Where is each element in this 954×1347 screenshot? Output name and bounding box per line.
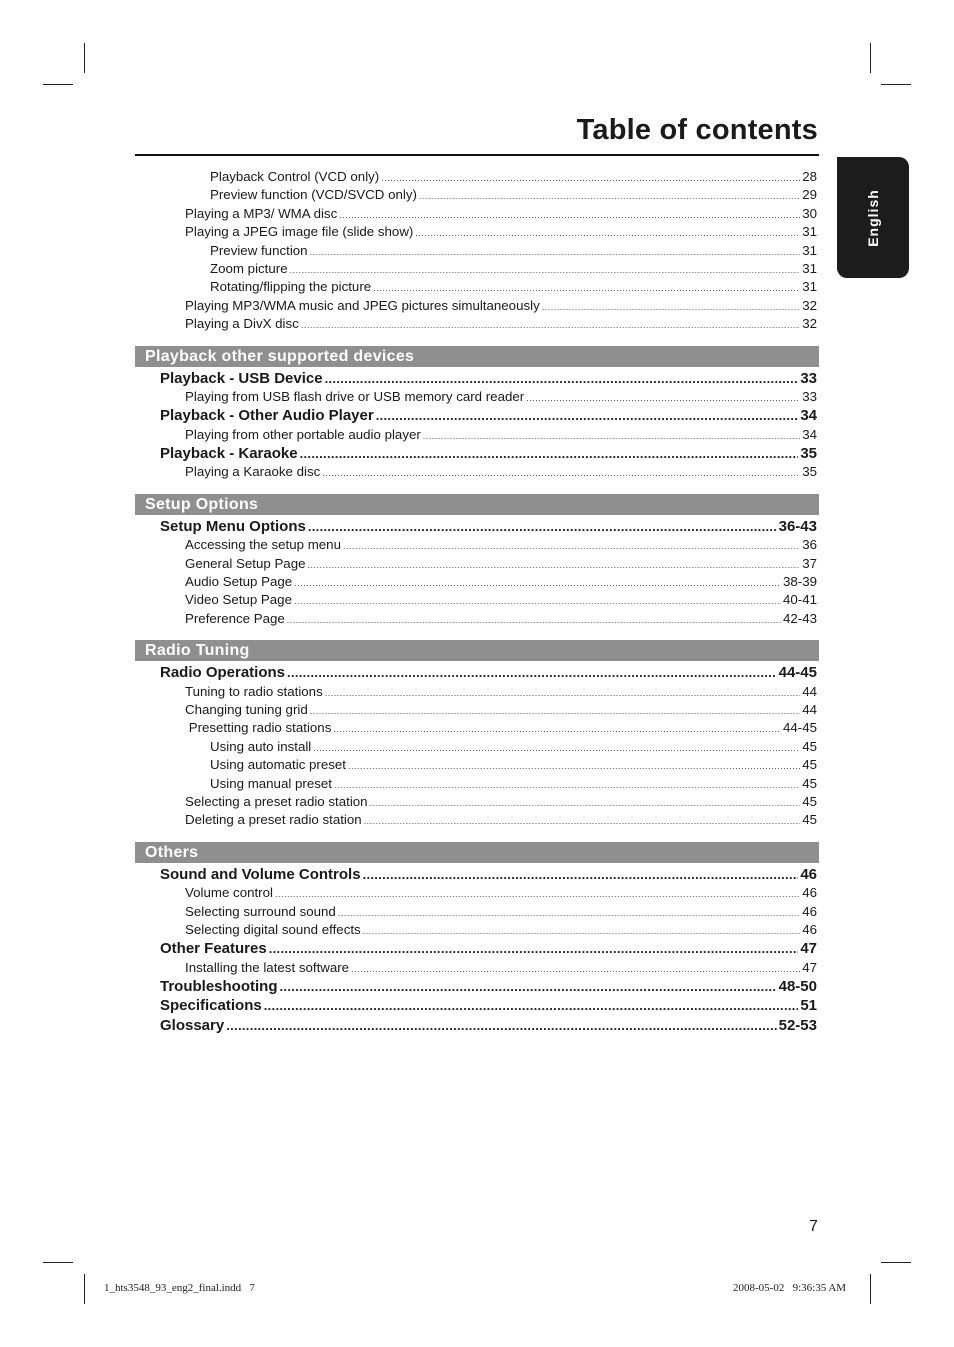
dot-leader [294, 578, 781, 588]
toc-entry-label: Troubleshooting [160, 978, 278, 996]
toc-entry-page: 44 [802, 683, 817, 699]
toc-entry-label: Changing tuning grid [185, 701, 308, 717]
toc-entry-page: 46 [802, 903, 817, 919]
crop-mark [870, 1274, 871, 1304]
dot-leader [287, 665, 777, 680]
toc-entry[interactable] [135, 812, 819, 830]
toc-entry[interactable] [135, 279, 819, 297]
dot-leader [351, 964, 800, 974]
toc-entry-page: 46 [802, 885, 817, 901]
dot-leader [226, 1018, 776, 1033]
dot-leader [373, 283, 800, 293]
toc-entry-label: General Setup Page [185, 555, 306, 571]
toc-entry-page: 40-41 [782, 592, 817, 608]
crop-mark [881, 84, 911, 85]
dot-leader [322, 468, 800, 478]
language-tab-label: English [865, 188, 881, 247]
toc-entry-page: 31 [802, 224, 817, 240]
crop-mark [84, 1274, 85, 1304]
toc-entry[interactable] [135, 169, 819, 187]
dot-leader [313, 743, 800, 753]
toc-entry[interactable] [135, 922, 819, 940]
toc-entry-label: Presetting radio stations [185, 720, 332, 736]
toc-entry-page: 34 [800, 407, 817, 425]
toc-entry-page: 45 [802, 812, 817, 828]
toc-entry-page: 47 [802, 959, 817, 975]
toc-entry-label: Volume control [185, 885, 273, 901]
dot-leader [290, 265, 801, 275]
toc-entry-label: Selecting digital sound effects [185, 921, 361, 937]
toc-entry-page: 44-45 [778, 664, 817, 682]
dot-leader [542, 302, 800, 312]
toc-entry-page: 37 [802, 555, 817, 571]
dot-leader [333, 724, 781, 734]
toc-entry-label: Preview function [210, 242, 308, 258]
toc-entry[interactable] [135, 206, 819, 224]
dot-leader [334, 780, 800, 790]
toc-entry-page: 45 [802, 738, 817, 754]
toc-entry-label: Tuning to radio stations [185, 683, 323, 699]
toc-entry[interactable] [135, 389, 819, 407]
toc-heading-entry[interactable] [135, 518, 819, 537]
toc-entry[interactable] [135, 316, 819, 334]
dot-leader [308, 560, 801, 570]
toc-entry-label: Selecting a preset radio station [185, 793, 368, 809]
toc-entry[interactable] [135, 684, 819, 702]
dot-leader [348, 761, 800, 771]
toc-entry[interactable] [135, 592, 819, 610]
toc-heading-entry[interactable] [135, 370, 819, 389]
toc-entry-page: 33 [802, 388, 817, 404]
toc-entry-page: 51 [800, 997, 817, 1015]
dot-leader [363, 926, 801, 936]
dot-leader [308, 519, 777, 534]
toc-heading-entry[interactable] [135, 407, 819, 426]
footer-timestamp: 2008-05-02 9:36:35 AM [733, 1282, 847, 1294]
toc-entry[interactable] [135, 776, 819, 794]
language-tab [837, 157, 909, 278]
dot-leader [325, 371, 799, 386]
toc-entry-page: 42-43 [782, 610, 817, 626]
toc-entry-page: 35 [802, 464, 817, 480]
dot-leader [301, 320, 800, 330]
toc-entry-label: Setup Menu Options [160, 517, 306, 535]
crop-mark [43, 84, 73, 85]
toc-entry-label: Playback - Other Audio Player [160, 407, 374, 425]
toc-entry-label: Playing a MP3/ WMA disc [185, 205, 338, 221]
toc-entry-label: Preview function (VCD/SVCD only) [210, 187, 417, 203]
toc-entry[interactable] [135, 960, 819, 978]
toc-entry-page: 32 [802, 316, 817, 332]
toc-entry-page: 45 [802, 757, 817, 773]
dot-leader [310, 247, 801, 257]
toc-heading-entry[interactable] [135, 664, 819, 683]
toc-entry[interactable] [135, 243, 819, 261]
crop-mark [43, 1262, 73, 1263]
toc-entry-page: 44 [802, 701, 817, 717]
dot-leader [280, 979, 777, 994]
dot-leader [339, 210, 800, 220]
toc-entry-label: Zoom picture [210, 260, 288, 276]
toc-entry-label: Rotating/flipping the picture [210, 279, 372, 295]
table-of-contents [135, 169, 819, 1036]
toc-entry[interactable] [135, 611, 819, 629]
toc-entry-label: Playing from other portable audio player [185, 426, 421, 442]
toc-entry-page: 28 [802, 169, 817, 184]
toc-entry-label: Using automatic preset [210, 757, 346, 773]
crop-mark [870, 43, 871, 73]
toc-entry-page: 35 [800, 445, 817, 463]
toc-entry-page: 31 [802, 260, 817, 276]
section-heading: Playback other supported devices [135, 346, 819, 367]
dot-leader [364, 816, 801, 826]
toc-entry-page: 36-43 [778, 517, 817, 535]
toc-heading-entry[interactable] [135, 1017, 819, 1036]
toc-entry-page: 34 [802, 426, 817, 442]
toc-entry-page: 31 [802, 279, 817, 295]
toc-entry-label: Accessing the setup menu [185, 537, 341, 553]
page-number: 7 [809, 1218, 818, 1235]
dot-leader [415, 228, 800, 238]
section-heading: Others [135, 842, 819, 863]
toc-entry-label: Radio Operations [160, 664, 286, 682]
dot-leader [275, 889, 800, 899]
dot-leader [310, 706, 800, 716]
toc-entry-label: Glossary [160, 1016, 225, 1034]
toc-entry-page: 48-50 [778, 978, 817, 996]
toc-entry[interactable] [135, 427, 819, 445]
toc-heading-entry[interactable] [135, 445, 819, 464]
toc-entry-label: Preference Page [185, 610, 285, 626]
toc-entry-page: 52-53 [778, 1016, 817, 1034]
crop-mark [84, 43, 85, 73]
toc-entry-page: 36 [802, 537, 817, 553]
page-title: Table of contents [576, 114, 818, 146]
dot-leader [338, 908, 800, 918]
toc-entry-page: 44-45 [782, 720, 817, 736]
dot-leader [423, 431, 800, 441]
toc-entry-label: Playing a DivX disc [185, 316, 299, 332]
toc-entry[interactable] [135, 464, 819, 482]
toc-entry[interactable] [135, 574, 819, 592]
toc-entry-label: Playback - Karaoke [160, 445, 298, 463]
toc-entry-page: 46 [800, 865, 817, 883]
toc-entry-label: Selecting surround sound [185, 903, 336, 919]
title-rule [135, 154, 819, 156]
toc-entry-label: Using auto install [210, 738, 312, 754]
toc-entry-page: 45 [802, 775, 817, 791]
toc-entry[interactable] [135, 702, 819, 720]
toc-entry-page: 47 [800, 940, 817, 958]
toc-heading-entry[interactable] [135, 866, 819, 885]
toc-entry-label: Other Features [160, 940, 267, 958]
toc-entry-label: Installing the latest software [185, 959, 350, 975]
toc-entry-page: 30 [802, 205, 817, 221]
crop-mark [881, 1262, 911, 1263]
toc-entry-label: Audio Setup Page [185, 574, 293, 590]
dot-leader [300, 446, 799, 461]
toc-entry-label: Playback - USB Device [160, 369, 323, 387]
toc-entry-label: Playback Control (VCD only) [210, 169, 380, 184]
toc-heading-entry[interactable] [135, 940, 819, 959]
toc-entry[interactable] [135, 187, 819, 205]
toc-entry[interactable] [135, 224, 819, 242]
dot-leader [419, 191, 800, 201]
section-heading: Radio Tuning [135, 640, 819, 661]
toc-entry-page: 38-39 [782, 574, 817, 590]
dot-leader [376, 408, 799, 423]
dot-leader [264, 998, 799, 1013]
toc-entry-label: Using manual preset [210, 775, 332, 791]
toc-entry-page: 46 [802, 921, 817, 937]
toc-entry-label: Playing a JPEG image file (slide show) [185, 224, 414, 240]
toc-entry[interactable] [135, 298, 819, 316]
toc-entry[interactable] [135, 720, 819, 738]
dot-leader [325, 688, 800, 698]
toc-entry-page: 31 [802, 242, 817, 258]
toc-entry[interactable] [135, 537, 819, 555]
toc-entry[interactable] [135, 904, 819, 922]
dot-leader [287, 615, 781, 625]
dot-leader [269, 941, 799, 956]
toc-entry[interactable] [135, 556, 819, 574]
toc-heading-entry[interactable] [135, 978, 819, 997]
toc-entry-label: Specifications [160, 997, 262, 1015]
toc-entry-page: 32 [802, 297, 817, 313]
footer-filename: 1_hts3548_93_eng2_final.indd 7 [104, 1282, 255, 1294]
toc-entry[interactable] [135, 261, 819, 279]
toc-entry-page: 33 [800, 369, 817, 387]
toc-entry-page: 45 [802, 793, 817, 809]
toc-entry-page: 29 [802, 187, 817, 203]
toc-entry[interactable] [135, 794, 819, 812]
toc-entry-label: Playing a Karaoke disc [185, 464, 321, 480]
toc-heading-entry[interactable] [135, 997, 819, 1016]
dot-leader [381, 173, 800, 183]
toc-entry[interactable] [135, 757, 819, 775]
toc-entry-label: Deleting a preset radio station [185, 812, 362, 828]
dot-leader [363, 867, 799, 882]
toc-entry-label: Sound and Volume Controls [160, 865, 361, 883]
dot-leader [343, 541, 800, 551]
toc-entry[interactable] [135, 885, 819, 903]
toc-entry-label: Playing MP3/WMA music and JPEG pictures simultaneously [185, 297, 540, 313]
toc-entry-label: Playing from USB flash drive or USB memory card reader [185, 388, 525, 404]
dot-leader [370, 798, 801, 808]
section-heading: Setup Options [135, 494, 819, 515]
dot-leader [294, 596, 781, 606]
toc-entry[interactable] [135, 739, 819, 757]
toc-entry-label: Video Setup Page [185, 592, 292, 608]
dot-leader [526, 393, 800, 403]
